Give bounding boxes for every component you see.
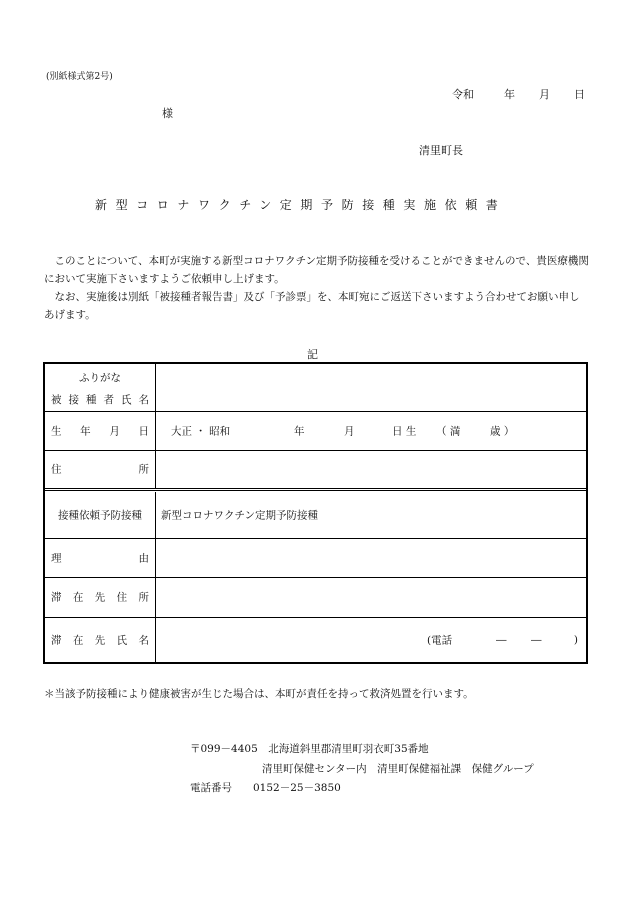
name-label: 被 接 種 者 氏 名 bbox=[51, 394, 149, 406]
dob-label-cell bbox=[45, 411, 156, 450]
vaccination-label-cell bbox=[45, 492, 156, 538]
phone-open: (電話 bbox=[427, 634, 453, 646]
dob-day-unit: 日 生 bbox=[392, 425, 417, 437]
row-address bbox=[45, 450, 586, 491]
vaccination-label: 接種依頼予防接種 bbox=[58, 509, 142, 522]
dob-label: 生 年 月 日 bbox=[51, 425, 149, 437]
body-paragraph-1: このことについて、本町が実施する新型コロナワクチン定期予防接種を受けることができませんので、貴医療機関において実施下さいますようご依頼申し上げます。 bbox=[44, 255, 589, 285]
phone-dash-2: ― bbox=[531, 633, 542, 646]
row-dob bbox=[45, 411, 586, 451]
date-line bbox=[452, 86, 585, 102]
reason-label-cell bbox=[45, 538, 156, 577]
dob-age-close: 歳 ） bbox=[490, 425, 515, 437]
row-reason bbox=[45, 538, 586, 578]
stay-name-label: 滞 在 先 氏 名 bbox=[51, 634, 149, 646]
reason-label: 理 由 bbox=[51, 552, 149, 564]
name-label-cell bbox=[45, 364, 156, 411]
stay-address-value-cell[interactable] bbox=[163, 577, 578, 617]
furigana-label: ふりがな bbox=[79, 372, 121, 384]
vaccination-value-cell bbox=[161, 492, 578, 538]
phone-dash-1: ― bbox=[496, 633, 507, 646]
reason-value-cell[interactable] bbox=[163, 538, 578, 577]
dob-value-cell[interactable] bbox=[163, 411, 578, 450]
row-stay-name bbox=[45, 617, 586, 662]
contact-address: 〒099－4405 北海道斜里郡清里町羽衣町35番地 bbox=[190, 743, 429, 755]
request-form-table bbox=[43, 362, 588, 664]
month-unit: 月 bbox=[539, 88, 550, 101]
dob-month-unit: 月 bbox=[344, 425, 355, 437]
stay-name-label-cell bbox=[45, 617, 156, 662]
footnote: ＊当該予防接種により健康被害が生じた場合は、本町が責任を持って救済処置を行います。 bbox=[44, 688, 474, 700]
era-label: 令和 bbox=[452, 88, 474, 101]
day-unit: 日 bbox=[574, 88, 585, 101]
vaccination-value: 新型コロナワクチン定期予防接種 bbox=[161, 509, 318, 522]
form-number: (別紙様式第2号) bbox=[46, 72, 113, 82]
year-unit: 年 bbox=[504, 88, 515, 101]
ki-label: 記 bbox=[307, 348, 318, 361]
dob-age-open: （ 満 bbox=[436, 425, 461, 437]
row-name bbox=[45, 364, 586, 412]
contact-phone: 電話番号 0152－25－3850 bbox=[190, 782, 341, 794]
name-value-cell[interactable] bbox=[163, 364, 578, 411]
stay-address-label-cell bbox=[45, 577, 156, 617]
document-title: 新型コロナワクチン定期予防接種実施依頼書 bbox=[95, 198, 507, 212]
address-label: 住 所 bbox=[51, 463, 149, 476]
row-stay-address bbox=[45, 577, 586, 618]
contact-department: 清里町保健センター内 清里町保健福祉課 保健グループ bbox=[262, 763, 534, 775]
dob-era: 大正 ・ 昭和 bbox=[171, 425, 231, 437]
addressee-suffix: 様 bbox=[162, 107, 173, 120]
address-label-cell bbox=[45, 450, 156, 488]
phone-close: ) bbox=[573, 633, 578, 646]
address-value-cell[interactable] bbox=[163, 450, 578, 488]
row-vaccination bbox=[45, 492, 586, 539]
dob-year-unit: 年 bbox=[294, 425, 305, 437]
stay-address-label: 滞 在 先 住 所 bbox=[51, 591, 149, 604]
stay-name-value-cell[interactable] bbox=[163, 617, 578, 662]
body-paragraph-2: なお、実施後は別紙「被接種者報告書」及び「予診票」を、本町宛にご返送下さいますよう合わせてお願い申しあげます。 bbox=[44, 291, 580, 321]
issuer: 清里町長 bbox=[419, 144, 463, 157]
